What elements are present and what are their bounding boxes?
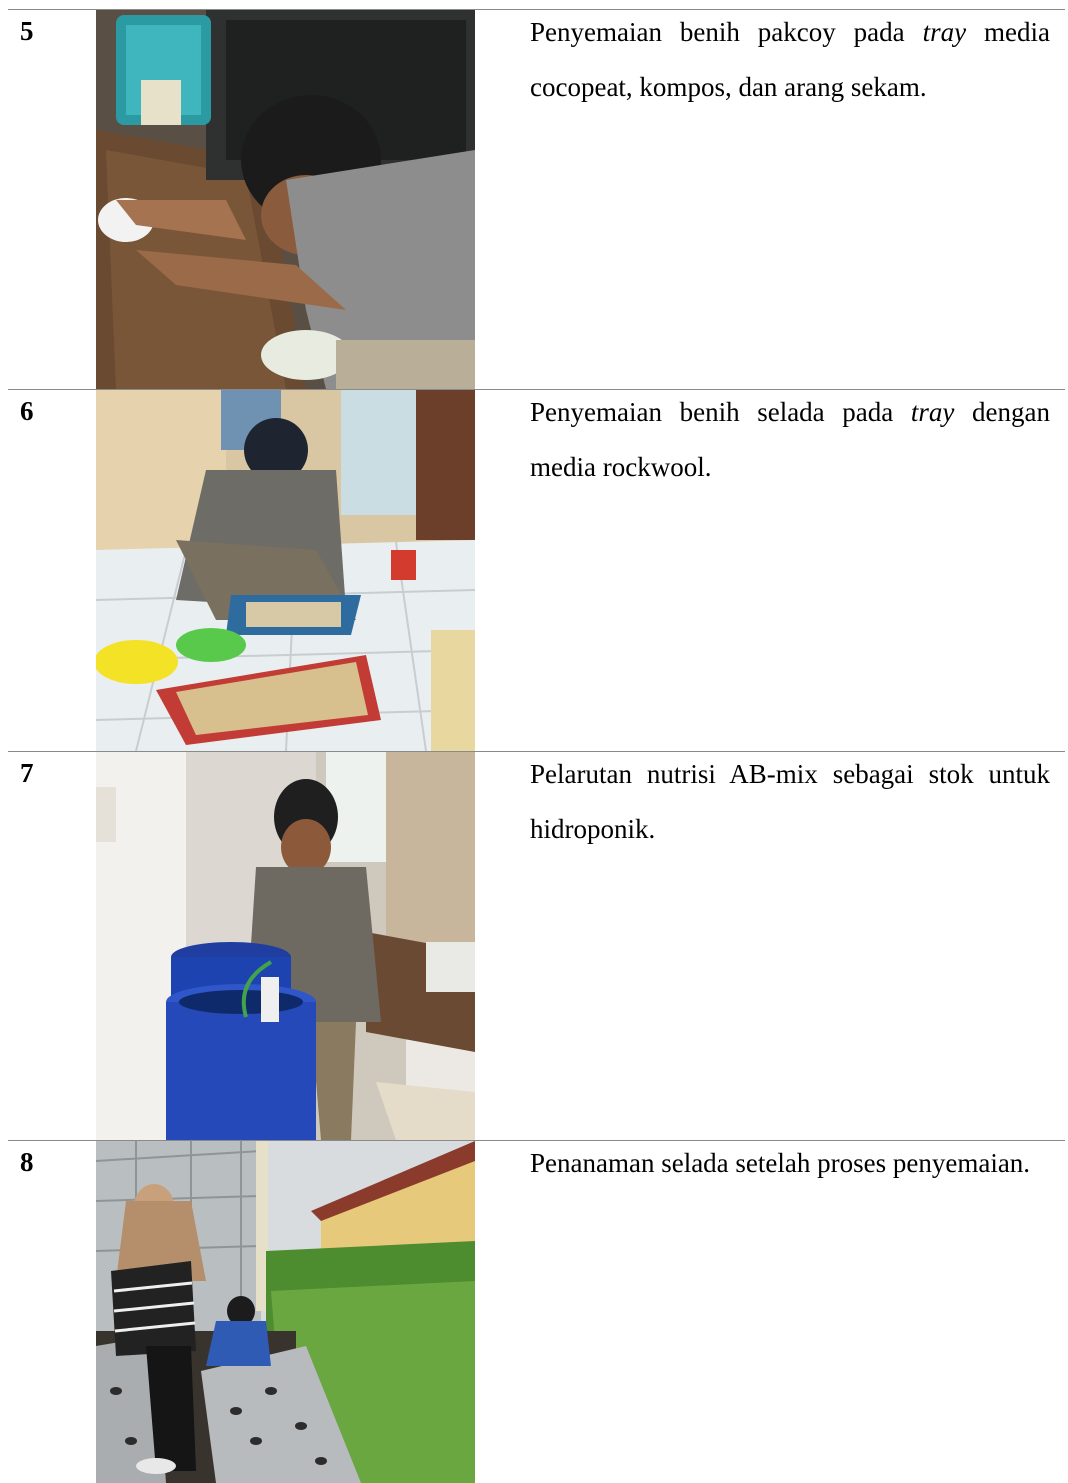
pakcoy-seeding-tray-photo xyxy=(96,10,475,389)
description-italic-term: tray xyxy=(922,17,967,47)
row-description xyxy=(530,747,1050,857)
lettuce-planting-photo xyxy=(96,1141,475,1483)
row-number: 5 xyxy=(20,16,34,46)
row-number: 6 xyxy=(20,396,34,426)
description-text: Penanaman selada setelah proses penyemaian. xyxy=(530,1148,1031,1178)
lettuce-seeding-rockwool-photo xyxy=(96,390,475,751)
description-text: Penyemaian benih pakcoy pada xyxy=(530,17,923,47)
row-number: 8 xyxy=(20,1147,34,1177)
ab-mix-dissolving-photo xyxy=(96,752,475,1140)
description-text-continued: media cocopeat, kompos, dan arang sekam. xyxy=(530,17,1050,102)
row-description xyxy=(530,5,1050,115)
row-description xyxy=(530,385,1050,495)
description-text: Pelarutan nutrisi AB-mix sebagai stok untuk hidroponik. xyxy=(530,759,1050,844)
description-text: Penyemaian benih selada pada xyxy=(530,397,911,427)
row-description xyxy=(530,1136,1050,1191)
description-italic-term: tray xyxy=(910,397,955,427)
row-number: 7 xyxy=(20,758,34,788)
description-text-continued: dengan media rockwool. xyxy=(530,397,1051,482)
